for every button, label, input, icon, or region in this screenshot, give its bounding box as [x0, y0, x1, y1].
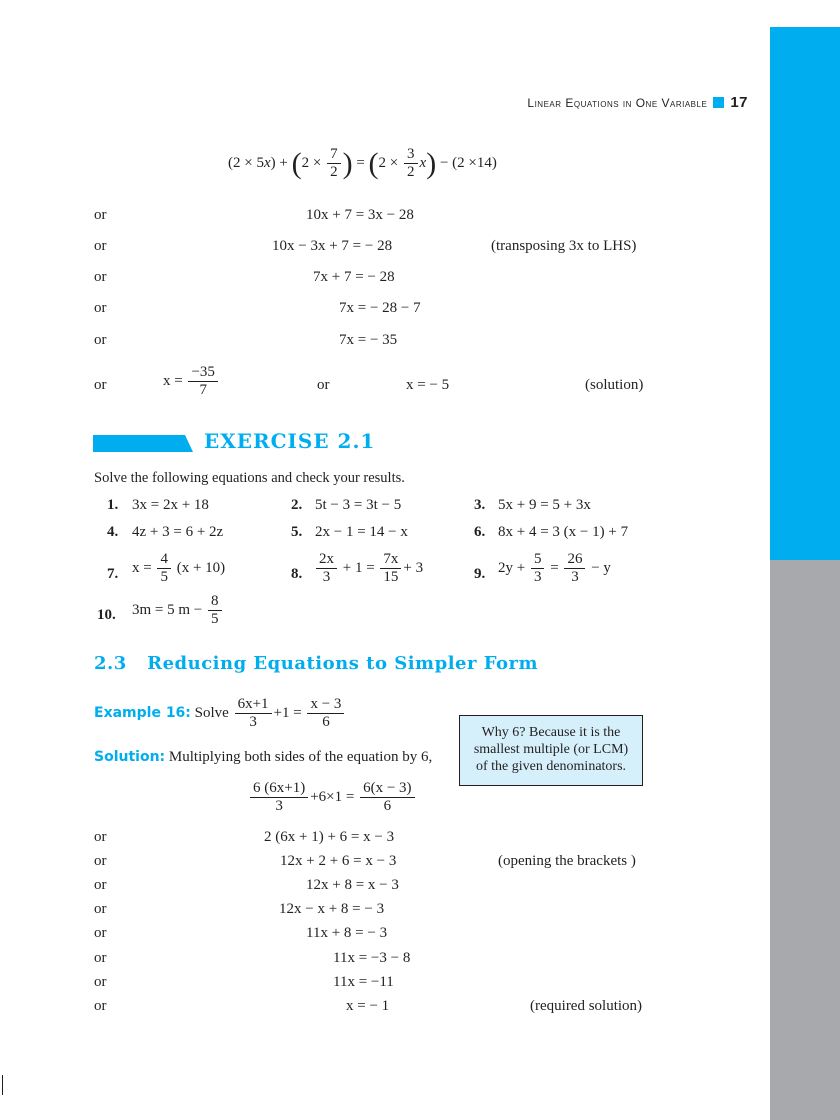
equation-note: (solution)	[585, 377, 644, 393]
or-label: or	[94, 853, 107, 869]
equation-line: 11x = −3 − 8	[333, 950, 411, 966]
sidebar-gray-band	[770, 560, 840, 1120]
or-label: or	[94, 998, 107, 1014]
or-label: or	[94, 238, 107, 254]
equation-line: 12x + 2 + 6 = x − 3	[280, 853, 397, 869]
equation-line: 7x = − 35	[339, 332, 398, 348]
equation-line: 2 (6x + 1) + 6 = x − 3	[264, 829, 395, 845]
note-box: Why 6? Because it is the smallest multiple (or LCM) of the given denominators.	[459, 715, 643, 786]
running-head-title: Linear Equations in One Variable	[527, 95, 708, 110]
example-label: Example 16:	[94, 705, 191, 722]
equation-note: (transposing 3x to LHS)	[491, 238, 637, 254]
top-equation: (2 × 5x) + (2 × $\frac{7}{2}$ ) = (2 × $\frac{3}{2}$ x) − (2 ×14)	[228, 146, 497, 181]
or-label: or	[94, 877, 107, 893]
example-line: Example 16: Solve $\frac{6x+1}{3}$ +1 = $\frac{x - 3}{6}$	[94, 696, 346, 732]
exercise-number: 8.	[291, 566, 303, 582]
or-label: or	[94, 925, 107, 941]
exercise-equation: 8x + 4 = 3 (x − 1) + 7	[498, 524, 629, 540]
exercise-equation-8: $\frac{2x}{3}$ + 1 = $\frac{7x}{15}$ + 3	[314, 551, 423, 587]
equation-line: 7x = − 28 − 7	[339, 300, 421, 316]
or-label: or	[94, 332, 107, 348]
equation-line: 10x − 3x + 7 = − 28	[272, 238, 393, 254]
exercise-title: EXERCISE 2.1	[204, 429, 376, 453]
equation-note: (opening the brackets )	[498, 853, 636, 869]
crop-mark	[2, 1075, 3, 1095]
equation-line: 10x + 7 = 3x − 28	[306, 207, 414, 223]
exercise-number: 9.	[474, 566, 486, 582]
exercise-equation: 3x = 2x + 18	[132, 497, 209, 513]
fraction-solution: x = $\frac{-35}{7}$	[163, 364, 220, 400]
equation-line: 7x + 7 = − 28	[313, 269, 395, 285]
equation-line: x = − 1	[346, 998, 390, 1014]
square-icon	[713, 97, 724, 108]
exercise-equation: 4z + 3 = 6 + 2z	[132, 524, 224, 540]
or-label: or	[94, 269, 107, 285]
equation-line: x = − 5	[406, 377, 450, 393]
exercise-number: 3.	[474, 497, 486, 513]
exercise-number: 2.	[291, 497, 303, 513]
equation-line: 11x + 8 = − 3	[306, 925, 388, 941]
solution-label: Solution:	[94, 749, 166, 765]
or-label: or	[317, 377, 330, 393]
or-label: or	[94, 901, 107, 917]
or-label: or	[94, 300, 107, 316]
running-head	[527, 94, 748, 111]
equation-line: 11x = −11	[333, 974, 394, 990]
or-label: or	[94, 974, 107, 990]
exercise-instruction: Solve the following equations and check your results.	[94, 470, 405, 486]
exercise-equation-9: 2y + $\frac{5}{3}$ = $\frac{26}{3}$ − y	[498, 551, 611, 586]
exercise-number: 4.	[107, 524, 119, 540]
exercise-equation: 5x + 9 = 5 + 3x	[498, 497, 591, 513]
equation-note: (required solution)	[530, 998, 643, 1014]
exercise-equation: 2x − 1 = 14 − x	[315, 524, 408, 540]
or-label: or	[94, 377, 107, 393]
exercise-number: 5.	[291, 524, 303, 540]
exercise-number: 1.	[107, 497, 119, 513]
sidebar-blue-band	[770, 27, 840, 560]
exercise-equation: 5t − 3 = 3t − 5	[315, 497, 402, 513]
exercise-number: 10.	[97, 607, 116, 623]
or-label: or	[94, 950, 107, 966]
equation-line: 12x + 8 = x − 3	[306, 877, 399, 893]
or-label: or	[94, 207, 107, 223]
exercise-heading-bar	[93, 435, 193, 452]
exercise-equation-7: x = $\frac{4}{5}$ (x + 10)	[132, 551, 226, 586]
or-label: or	[94, 829, 107, 845]
exercise-equation-10: 3m = 5 m − $\frac{8}{5}$	[132, 593, 224, 629]
exercise-number: 7.	[107, 566, 119, 582]
multiplied-equation: $\frac{6 (6x+1)}{3}$ +6×1 = $\frac{6(x - 3)}{6}$	[248, 780, 417, 816]
section-title: 2.3 Reducing Equations to Simpler Form	[94, 653, 539, 674]
exercise-number: 6.	[474, 524, 486, 540]
page-number: 17	[730, 94, 748, 111]
solution-line: Solution: Multiplying both sides of the equation by 6,	[94, 749, 433, 765]
equation-line: 12x − x + 8 = − 3	[279, 901, 385, 917]
